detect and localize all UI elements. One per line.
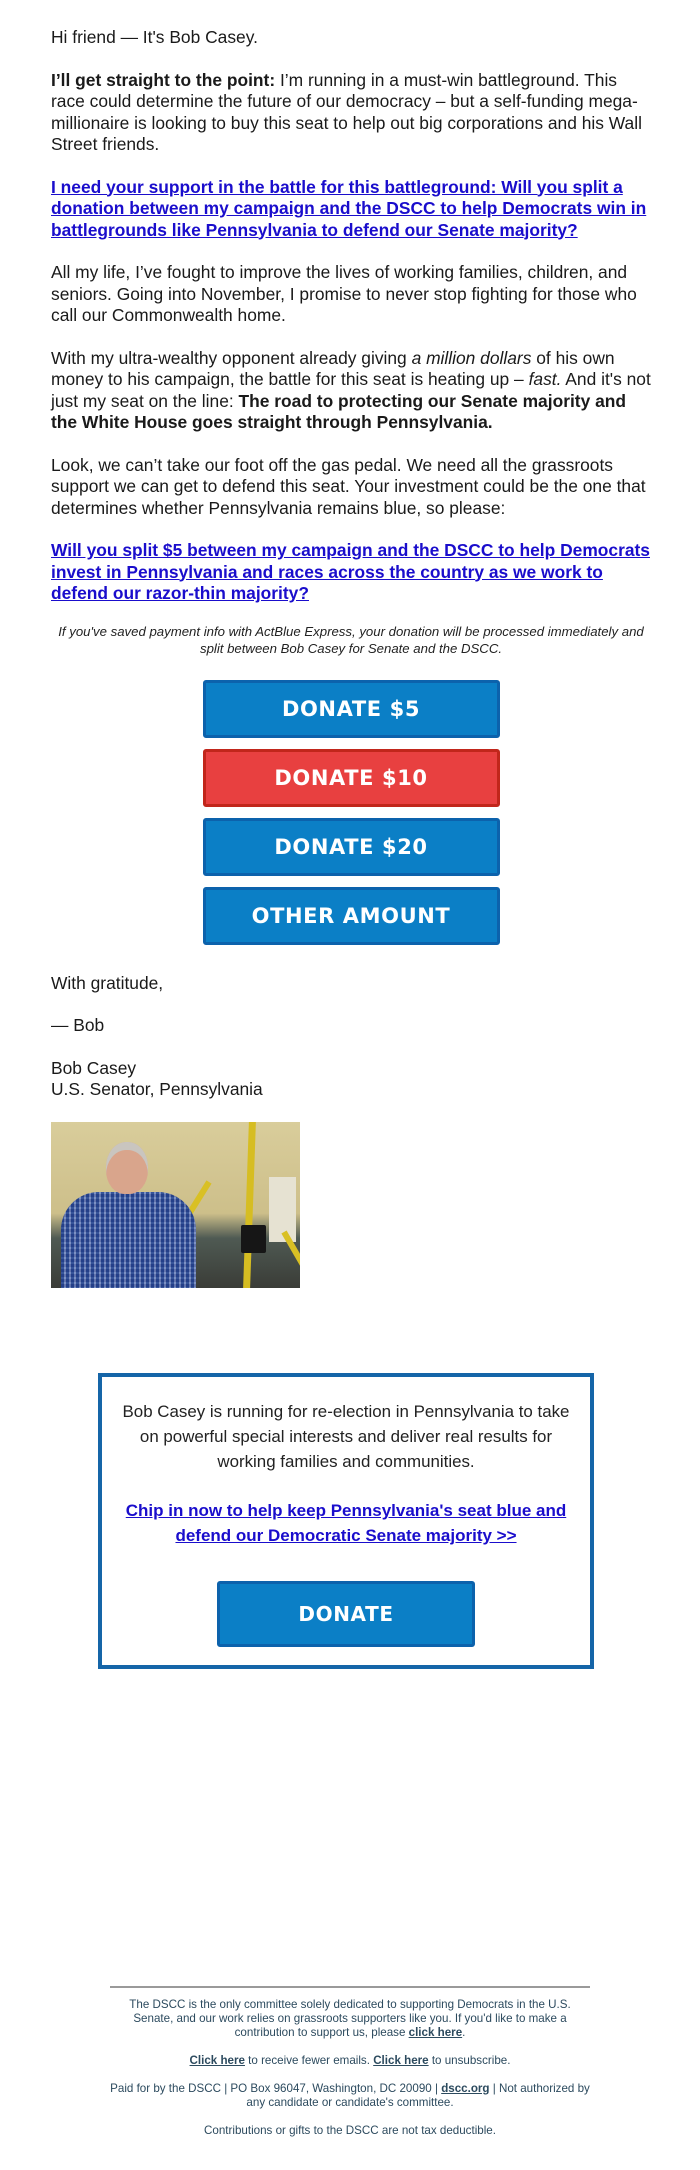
footer	[110, 1986, 590, 2152]
greeting: Hi friend — It's Bob Casey.	[51, 27, 258, 47]
intro-paragraph	[51, 70, 651, 156]
donate-20-button[interactable]: DONATE $20	[203, 818, 500, 876]
split-donation-link[interactable]: I need your support in the battle for this battleground: Will you split a donation between my campaign and the DSCC to help Democrats win in battlegrounds like Pennsylvania to defend our Senate majority?	[51, 176, 647, 240]
chip-in-link[interactable]: Chip in now to help keep Pennsylvania's seat blue and defend our Democratic Senate majority >>	[125, 1501, 567, 1545]
footer-about-end: .	[462, 2026, 466, 2039]
signoff	[51, 973, 651, 1101]
cta-paragraph-1	[51, 177, 651, 242]
cta-paragraph-2	[51, 540, 651, 605]
opponent-bold: The road to protecting our Senate majority and the White House goes straight through Pennsylvania.	[51, 390, 626, 432]
look-paragraph: Look, we can’t take our foot off the gas pedal. We need all the grassroots support we can get to defend this seat. Your investment could be the one that determines whether Pennsylvania remains blue, so please:	[51, 454, 646, 518]
donate-button-group	[51, 680, 651, 956]
split-5-link[interactable]: Will you split $5 between my campaign and the DSCC to help Democrats invest in Pennsylvania and races across the country as we work to defend our razor-thin majority?	[51, 540, 650, 603]
bob-casey-photo	[51, 1122, 300, 1288]
footer-tax-note: Contributions or gifts to the DSCC are not tax deductible.	[204, 2124, 496, 2137]
actblue-disclaimer: If you've saved payment info with ActBlue Express, your donation will be processed immediately and split between Bob Casey for Senate and the DSCC.	[58, 623, 644, 656]
opponent-text-3: And it's not just my seat on the line:	[51, 369, 651, 411]
promo-box	[98, 1373, 594, 1669]
footer-prefs	[110, 2054, 590, 2068]
opponent-text-2: of his own money to his campaign, the battle for this seat is heating up –	[51, 347, 615, 389]
paid-for-text: Paid for by the DSCC | PO Box 96047, Washington, DC 20090 |	[110, 2082, 442, 2095]
opponent-paragraph	[51, 348, 651, 434]
footer-about	[110, 1998, 590, 2040]
unsubscribe-text: to unsubscribe.	[428, 2054, 511, 2067]
footer-about-text: The DSCC is the only committee solely dedicated to supporting Democrats in the U.S. Senate, and our work relies on grassroots supporters like you. If you'd like to make a contribution to support us, please	[129, 1998, 571, 2039]
footer-paid-for	[110, 2082, 590, 2110]
donate-10-button[interactable]: DONATE $10	[203, 749, 500, 807]
dash-name: — Bob	[51, 1015, 105, 1035]
intro-bold-lead: I’ll get straight to the point:	[51, 69, 276, 90]
promo-donate-button[interactable]: DONATE	[217, 1581, 475, 1647]
intro-text: I’m running in a must-win battleground. This race could determine the future of our democracy – but a self-funding mega-millionaire is looking to buy this seat to help out big corporations and his Wall Street friends.	[51, 69, 642, 154]
other-amount-button[interactable]: OTHER AMOUNT	[203, 887, 500, 945]
email-body	[51, 0, 651, 1288]
unsubscribe-link[interactable]: Click here	[373, 2054, 429, 2067]
footer-divider	[110, 1986, 590, 1988]
promo-text: Bob Casey is running for re-election in Pennsylvania to take on powerful special interests and deliver real results for working families and communities.	[122, 1402, 570, 1471]
signer-name: Bob Casey	[51, 1057, 137, 1078]
life-paragraph: All my life, I’ve fought to improve the lives of working families, children, and seniors. Going into November, I promise to never stop fighting for those who call our Commonwealth home.	[51, 262, 637, 325]
donate-5-button[interactable]: DONATE $5	[203, 680, 500, 738]
dscc-site-link[interactable]: dscc.org	[441, 2082, 490, 2095]
contribute-link[interactable]: click here	[408, 2026, 463, 2039]
closing: With gratitude,	[51, 972, 164, 993]
opponent-text-1: With my ultra-wealthy opponent already giving	[51, 347, 412, 368]
fewer-emails-link[interactable]: Click here	[189, 2054, 245, 2067]
fewer-emails-text: to receive fewer emails.	[244, 2054, 374, 2067]
opponent-italic-1: a million dollars	[411, 347, 532, 368]
signer-title: U.S. Senator, Pennsylvania	[51, 1079, 263, 1099]
not-authorized-text: | Not authorized by any candidate or candidate's committee.	[246, 2082, 590, 2109]
opponent-italic-2: fast.	[528, 369, 562, 389]
